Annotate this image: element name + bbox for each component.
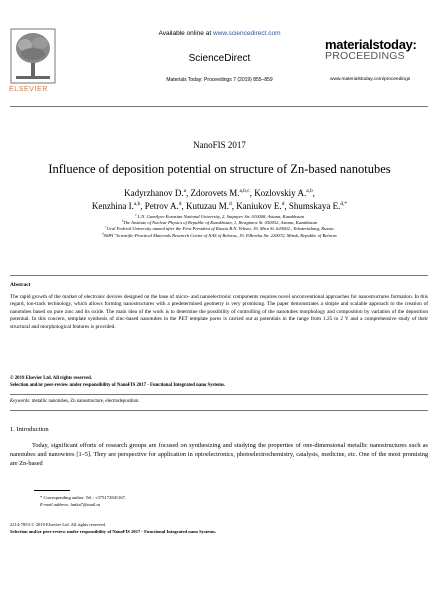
footer-issn: 2214-7853 © 2019 Elsevier Ltd. All rights reserved. [10, 522, 106, 527]
selection-line: Selection and/or peer-review under responsibility of NanoFIS 2017 - Functional Integrated nano Systems. [10, 383, 226, 388]
author: Petrov A.$^d$ [144, 201, 182, 211]
author: Kaniukov E.$^d$ [236, 201, 285, 211]
email-address[interactable]: lunka7@mail.ru [69, 502, 101, 507]
affiliation: $^b$The Institute of Nuclear Physics of Republic of Kazakhstan, 1, Ibragimov St. 050032, Astana, Kazakhstan [121, 219, 318, 226]
author-line-2: Kenzhina I.$^{a,b}$, Petrov A.$^d$, Kutuzau M.$^d$, Kaniukov E.$^d$, Shumskaya E.$^{d,*}$ [91, 201, 348, 211]
abstract-top-rule [10, 275, 428, 276]
journal-header [0, 0, 439, 110]
journal-reference: Materials Today: Proceedings 7 (2019) 855–859 [166, 77, 273, 83]
author: Kozlovskiy A.$^{a,b}$ [254, 188, 313, 198]
available-online [0, 30, 439, 37]
author-list [0, 187, 439, 213]
copyright-line: © 2019 Elsevier Ltd. All rights reserved. [10, 376, 93, 381]
copyright-block [10, 375, 225, 389]
header-rule [10, 106, 428, 107]
footer-selection: Selection and/or peer-review under responsibility of NanoFIS 2017 - Functional Integrated nano Systems. [10, 528, 217, 534]
abstract-body: The rapid growth of the market of electronic devices designed on the base of micro- and nanoelectronic components requires novel unconventional approaches for nanostructures formation. In this regard, ion-track technology, which allows forming nanostructures with a predetermined geometry is very promising. The paper demonstrates a simple and scalable approach to the creation of nanotubes based on pure zinc and its oxide. The main idea of the work is to determine the possibility of controlling of the nanotubes morphology and composition by variation of the deposition potential. In this concern, template synthesis of zinc-based nanotubes in the PET template pores is carried out at potentials in the range from 1.25 to 2 V and a comprehensive study of their structural and morphological features is provided. [10, 294, 428, 330]
abstract-heading: Abstract [10, 282, 31, 288]
page-footer [10, 522, 216, 536]
article-title: Influence of deposition potential on structure of Zn-based nanotubes [48, 162, 391, 176]
introduction-body: Today, significant efforts of research groups are focused on synthesizing and studying the properties of one-dimensional metallic nanostructures such as nanotubes and nanowires [1–5]. They are perspective for application in optoelectronics, photoelectrochemistry, catalysis, medicine, etc. One of the most promising are Zn-based [10, 442, 428, 468]
materials-today-logo [325, 38, 417, 62]
affiliation: $^a$ L.N. Gumilyov Eurasian National University, 2, Satpayev Str. 010008, Astana, Kazakhstan [135, 213, 304, 219]
author: Kenzhina I.$^{a,b}$ [91, 201, 141, 211]
affiliation: $^c$Ural Federal University named after the First President of Russia B.N. Yeltsin, 19, Mira St. 620002., Yekaterinburg, Russia [105, 225, 334, 232]
author-line-1: Kadyrzhanov D.$^a$, Zdorovets M.$^{a,b,c}$, Kozlovskiy A.$^{a,b}$, [124, 188, 315, 198]
keywords-bottom-rule [10, 410, 428, 411]
affiliation-list [0, 214, 439, 239]
mt-logo-line1: materialstoday: [325, 37, 417, 52]
author: Kutuzau M.$^d$ [185, 201, 232, 211]
elsevier-wordmark: ELSEVIER [9, 86, 49, 93]
footnote-rule [34, 490, 70, 491]
keywords-top-rule [10, 394, 428, 395]
keywords-text: metallic nanotubes, Zn nanostructure, electrodeposition. [30, 399, 140, 404]
keywords [10, 399, 140, 404]
section-heading: 1. Introduction [10, 426, 49, 433]
corresponding-author: * Corresponding author. Tel.: +375172841167. [40, 495, 127, 500]
author: Kadyrzhanov D.$^a$ [124, 188, 186, 198]
corresponding-author-footnote [40, 494, 126, 508]
sciencedirect-link[interactable]: www.sciencedirect.com [212, 30, 281, 37]
materials-today-url[interactable]: www.materialstoday.com/proceedings [330, 77, 411, 82]
keywords-label: Keywords: [10, 399, 31, 404]
email-line: E-mail address: lunka7@mail.ru [40, 502, 101, 507]
author: Shumskaya E.$^{d,*}$ [288, 201, 348, 211]
mt-logo-line2: PROCEEDINGS [325, 50, 405, 62]
available-text: Available online at [158, 30, 213, 37]
affiliation: $^d$SSPA "Scientific-Practical Materials Research Centre of NAS of Belarus, 19, P.Brovka Str. 220072, Minsk, Republic of Belarus [102, 232, 337, 238]
sciencedirect-title: ScienceDirect [188, 53, 251, 64]
author: Zdorovets M.$^{a,b,c}$ [190, 188, 250, 198]
conference-name: NanoFIS 2017 [193, 140, 246, 150]
